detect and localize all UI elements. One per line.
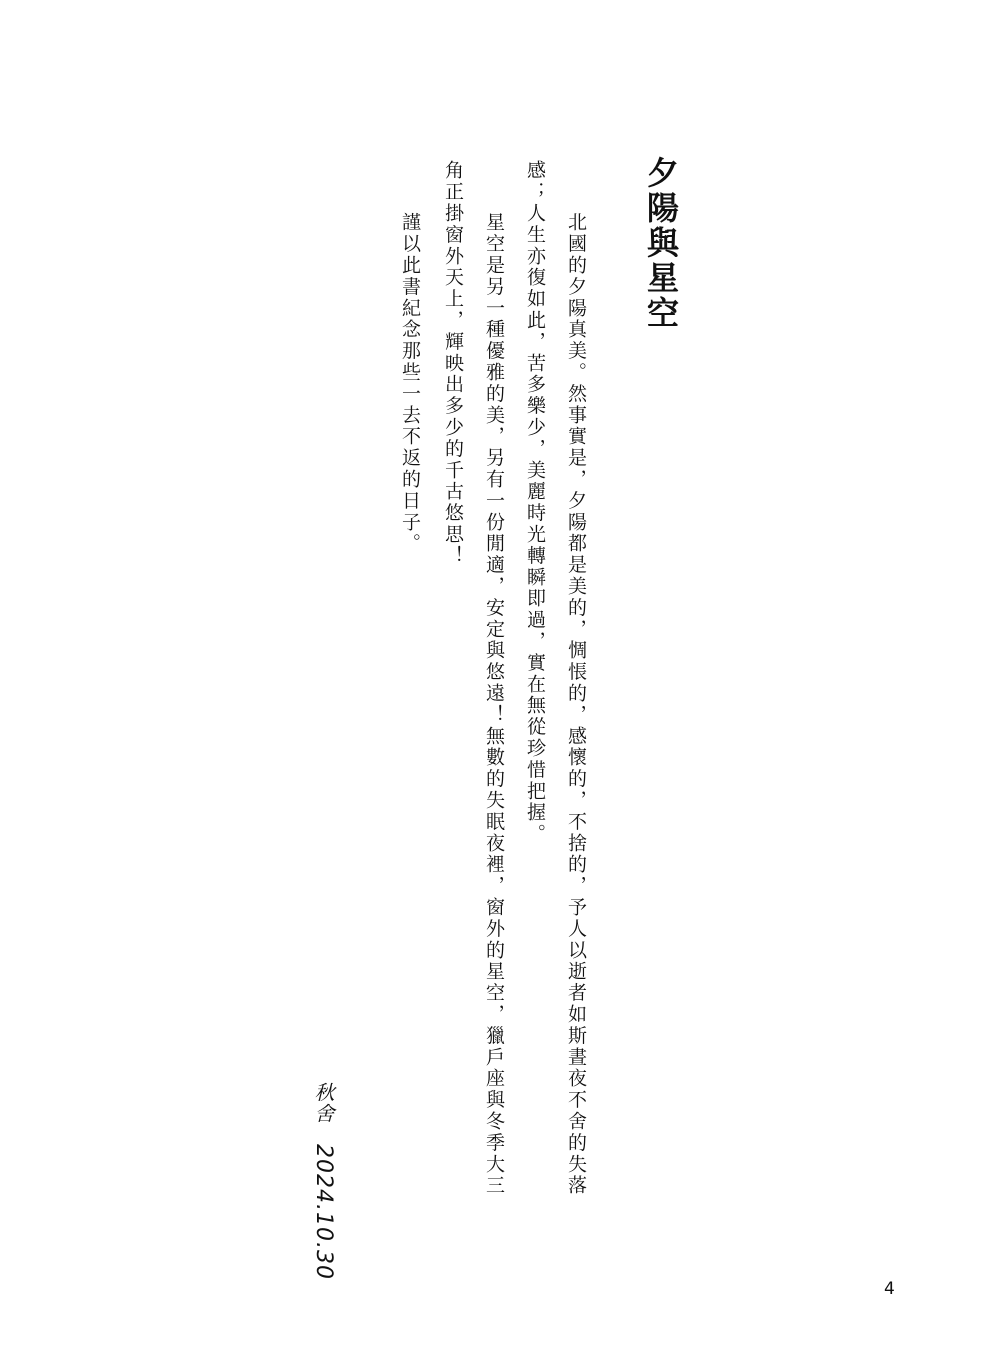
page-number: 4 — [884, 1279, 895, 1299]
signature-date: 2024.10.30 — [311, 1144, 336, 1280]
body-line-2: 感；人生亦復如此，苦多樂少，美麗時光轉瞬即過，實在無從珍惜把握。 — [524, 160, 546, 845]
page-title: 夕陽與星空 — [642, 156, 680, 331]
body-line-1: 北國的夕陽真美。然事實是，夕陽都是美的，惆悵的，感懷的，不捨的，予人以逝者如斯晝夜不舍的失落 — [565, 212, 587, 1197]
body-line-3: 星空是另一種優雅的美，另有一份閒適，安定與悠遠！無數的失眠夜裡，窗外的星空，獵戶座與冬季大三 — [483, 212, 505, 1197]
author-name: 秋舍 — [311, 1082, 335, 1124]
dedication-line: 謹以此書紀念那些一去不返的日子。 — [399, 212, 421, 555]
signature-block — [312, 1082, 334, 1280]
body-line-4: 角正掛窗外天上，輝映出多少的千古悠思！ — [442, 160, 464, 567]
